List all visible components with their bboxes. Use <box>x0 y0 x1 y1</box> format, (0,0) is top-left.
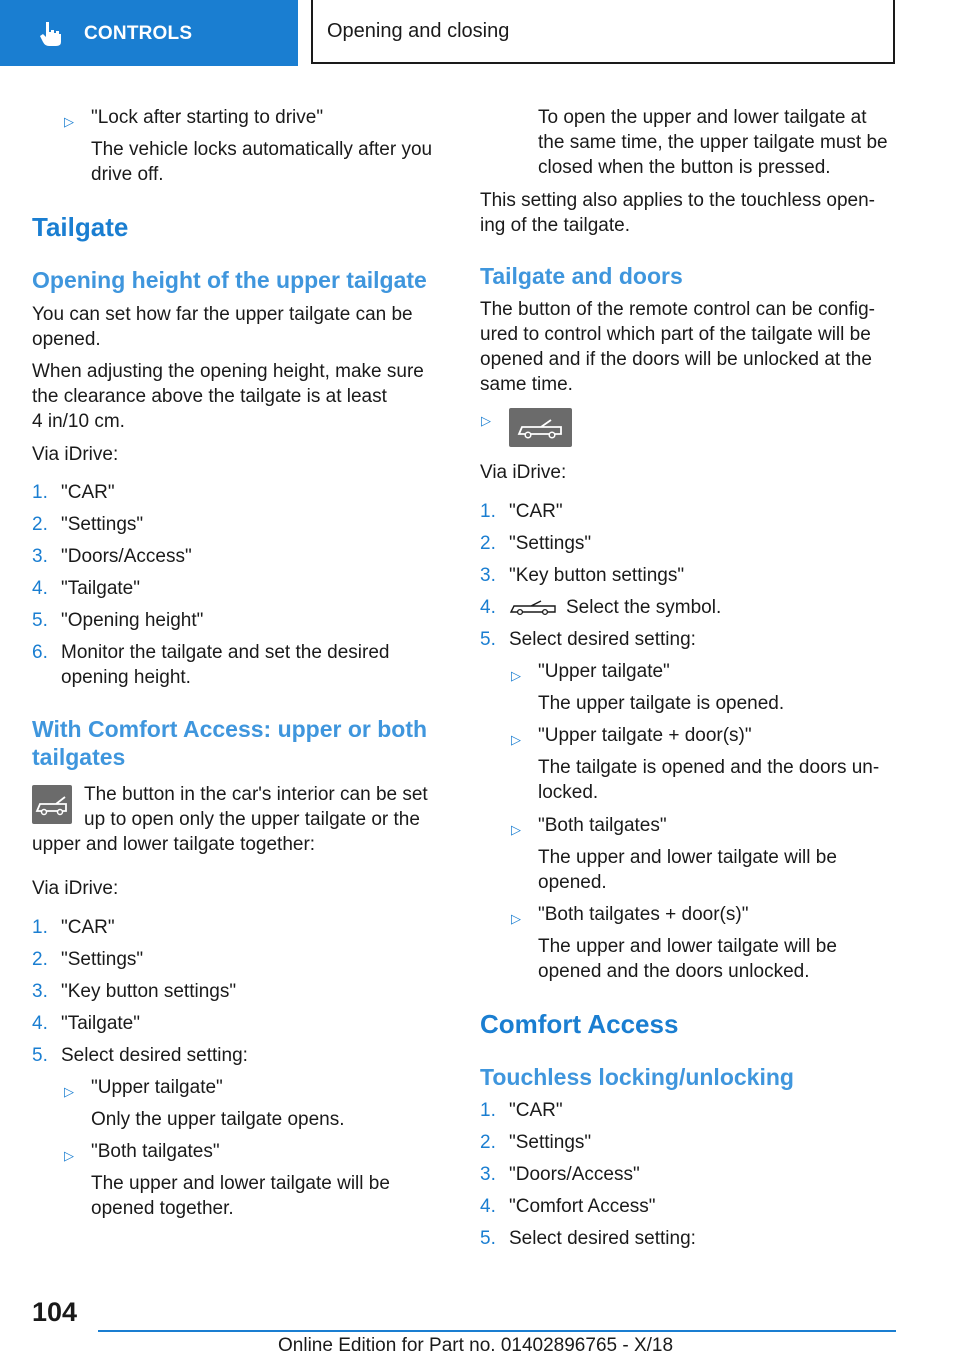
page-number: 104 <box>32 1297 78 1327</box>
paragraph: The button in the car's interior can be set <box>84 784 428 805</box>
chapter-title: Opening and closing <box>311 0 895 64</box>
option-desc: opened together. <box>91 1198 234 1219</box>
paragraph: upper and lower tailgate together: <box>32 834 316 855</box>
paragraph: When adjusting the opening height, make sure <box>32 361 424 382</box>
paragraph: opened. <box>32 329 101 350</box>
option-desc: opened and the doors unlocked. <box>538 961 810 982</box>
paragraph: To open the upper and lower tailgate at <box>538 107 867 128</box>
bullet-triangle-icon: ▷ <box>511 911 521 926</box>
paragraph: the same time, the upper tailgate must be <box>538 132 888 153</box>
bullet-label: "Lock after starting to drive" <box>91 107 324 128</box>
heading-touchless-locking: Touchless locking/unlocking <box>480 1064 794 1090</box>
bullet-triangle-icon: ▷ <box>511 732 521 747</box>
tailgate-button-icon <box>32 785 72 824</box>
list-item: 2. "Settings" <box>32 949 144 970</box>
list-item: 5. Select desired setting: <box>480 1228 696 1249</box>
paragraph: ured to control which part of the tailgate will be <box>480 324 871 345</box>
list-item: 6. Monitor the tailgate and set the desired <box>32 642 390 663</box>
option-label: "Upper tailgate" <box>91 1077 223 1098</box>
paragraph: 4 in/10 cm. <box>32 411 125 432</box>
list-item: 3. "Key button settings" <box>480 565 685 586</box>
bullet-desc: drive off. <box>91 164 164 185</box>
bullet-triangle-icon: ▷ <box>511 822 521 837</box>
option-desc: The upper tailgate is opened. <box>538 693 785 714</box>
edition-note: Online Edition for Part no. 01402896765 - X/18 <box>278 1335 674 1356</box>
list-item: 1. "CAR" <box>480 501 563 522</box>
option-desc: The upper and lower tailgate will be <box>538 847 837 868</box>
paragraph: up to open only the upper tailgate or the <box>84 809 420 830</box>
list-item: 3. "Doors/Access" <box>480 1164 640 1185</box>
paragraph: You can set how far the upper tailgate can be <box>32 304 413 325</box>
paragraph: closed when the button is pressed. <box>538 157 831 178</box>
list-item: 1. "CAR" <box>32 482 115 503</box>
bullet-triangle-icon: ▷ <box>64 1084 74 1099</box>
hand-pointer-icon <box>36 18 66 48</box>
list-item: 4. Select the symbol. <box>480 597 722 618</box>
option-label: "Upper tailgate + door(s)" <box>538 725 752 746</box>
bullet-triangle-icon: ▷ <box>64 114 74 129</box>
list-item-continued: opening height. <box>61 667 191 688</box>
via-idrive: Via iDrive: <box>32 444 119 465</box>
via-idrive: Via iDrive: <box>480 462 567 483</box>
option-desc: locked. <box>538 782 599 803</box>
option-desc: The upper and lower tailgate will be <box>91 1173 390 1194</box>
bullet-triangle-icon: ▷ <box>64 1148 74 1163</box>
list-item: 5. "Opening height" <box>32 610 204 631</box>
option-label: "Both tailgates" <box>538 815 667 836</box>
heading-tailgate-and-doors: Tailgate and doors <box>480 263 683 289</box>
list-item: 4. "Tailgate" <box>32 578 140 599</box>
option-label: "Upper tailgate" <box>538 661 670 682</box>
paragraph: same time. <box>480 374 573 395</box>
paragraph: ing of the tailgate. <box>480 215 630 236</box>
list-item: 4. "Comfort Access" <box>480 1196 656 1217</box>
paragraph: This setting also applies to the touchless open- <box>480 190 876 211</box>
option-desc: opened. <box>538 872 607 893</box>
list-item: 1. "CAR" <box>32 917 115 938</box>
option-label: "Both tailgates" <box>91 1141 220 1162</box>
section-label: CONTROLS <box>84 22 193 44</box>
option-desc: The upper and lower tailgate will be <box>538 936 837 957</box>
list-item: 2. "Settings" <box>480 533 592 554</box>
list-item: 3. "Doors/Access" <box>32 546 192 567</box>
car-tailgate-symbol-icon <box>509 599 557 617</box>
list-item: 3. "Key button settings" <box>32 981 237 1002</box>
bullet-triangle-icon: ▷ <box>511 668 521 683</box>
remote-tailgate-key-icon <box>509 408 572 447</box>
list-item: 1. "CAR" <box>480 1100 563 1121</box>
list-item: 2. "Settings" <box>480 1132 592 1153</box>
list-item: 5. Select desired setting: <box>32 1045 248 1066</box>
paragraph: opened and if the doors will be unlocked at the <box>480 349 872 370</box>
list-item: 2. "Settings" <box>32 514 144 535</box>
footer-divider <box>98 1330 896 1332</box>
heading-comfort-access: Comfort Access <box>480 1009 679 1039</box>
heading-comfort-access-tailgates: tailgates <box>32 744 126 770</box>
list-item: 4. "Tailgate" <box>32 1013 140 1034</box>
option-label: "Both tailgates + door(s)" <box>538 904 749 925</box>
option-desc: The tailgate is opened and the doors un- <box>538 757 880 778</box>
heading-opening-height: Opening height of the upper tailgate <box>32 267 427 293</box>
section-tab[interactable] <box>0 0 298 66</box>
paragraph: the clearance above the tailgate is at least <box>32 386 387 407</box>
bullet-triangle-icon: ▷ <box>481 413 491 428</box>
heading-tailgate: Tailgate <box>32 212 129 242</box>
paragraph: The button of the remote control can be config- <box>480 299 876 320</box>
option-desc: Only the upper tailgate opens. <box>91 1109 345 1130</box>
list-item: 5. Select desired setting: <box>480 629 696 650</box>
heading-comfort-access-tailgates: With Comfort Access: upper or both <box>32 716 428 742</box>
bullet-desc: The vehicle locks automatically after you <box>91 139 433 160</box>
via-idrive: Via iDrive: <box>32 878 119 899</box>
